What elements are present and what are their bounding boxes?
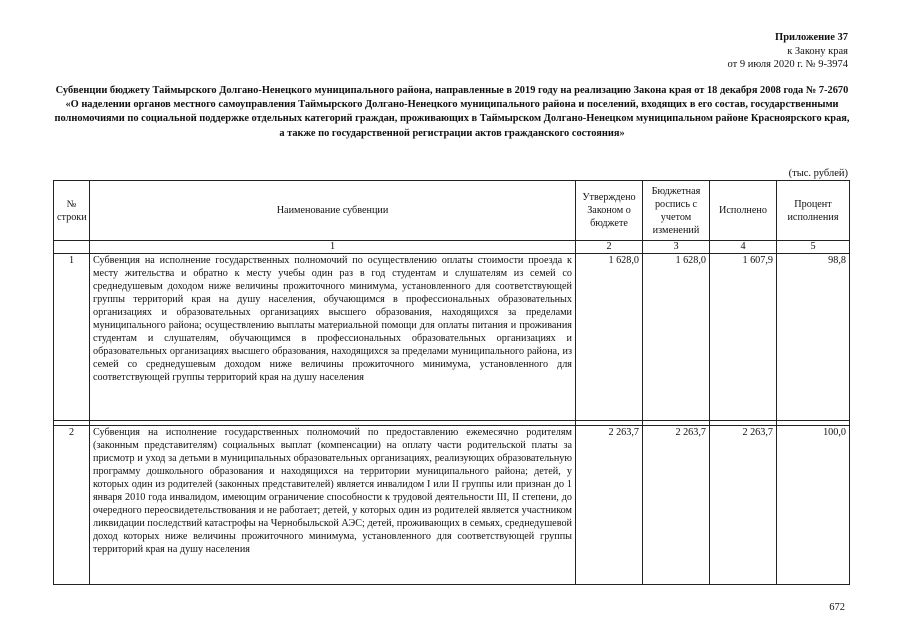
subvention-name: Субвенция на исполнение государственных полномочий по предоставлению ежемесячно родителям (законным представителям) социальных выплат (компенсации) на оплату части родительской платы за присмотр и уход за детьми в муниципальных образовательных организациях, реализующих образовательную программу дошкольного образования и находящихся на территории муниципального района; детей, у которых один из родителей (законных представителей) является инвалидом I или II группы или признан до 1 января 2010 года инвалидом, имеющим ограничение способности к трудовой деятельности III, II степени, до очередного переосвидетельствования и не работает; детей, у которых один из родителей является участником ликвидации последствий катастрофы на Чернобыльской АЭС; детей, проживающих в семьях, среднедушевой доход которых ниже величины прожиточного минимума, установленного для соответствующей группы территорий края на душу населения [90,426,576,585]
header-name: Наименование субвенции [90,181,576,241]
column-number: 3 [643,241,710,254]
percent-value: 100,0 [777,426,850,585]
appendix-law-ref: к Закону края [787,45,848,57]
budget-list-value: 1 628,0 [643,254,710,421]
subvention-name: Субвенция на исполнение государственных полномочий по осуществлению оплаты стоимости проезда к месту жительства и обратно к месту учебы один раз в год студентам и слушателям из семей со среднедушевым доходом ниже величины прожиточного минимума, установленного для соответствующей группы территорий края на душу населения, обучающимся в профессиональных образовательных организациях и образовательных организациях высшего образования, находящихся за пределами муниципального района; осуществлению выплаты материальной помощи для оплаты питания и проживания студентам и слушателям, обучающимся в профессиональных образовательных организациях и образовательных организациях высшего образования, находящихся за пределами муниципального района, из семей со среднедушевым доходом ниже величины прожиточного минимума, установленного для соответствующей группы территорий края на душу населения [90,254,576,421]
column-numbers-row [54,241,850,254]
row-number: 1 [54,254,90,421]
approved-value: 2 263,7 [576,426,643,585]
appendix-law-date: от 9 июля 2020 г. № 9-3974 [727,59,848,70]
executed-value: 1 607,9 [710,254,777,421]
table-row [54,254,850,421]
header-executed: Исполнено [710,181,777,241]
column-number-empty [54,241,90,254]
column-number: 5 [777,241,850,254]
column-number: 2 [576,241,643,254]
column-number: 1 [90,241,576,254]
table-row [54,426,850,585]
header-budget-list: Бюджетная роспись с учетом изменений [643,181,710,241]
percent-value: 98,8 [777,254,850,421]
page-number: 672 [829,602,845,613]
header-percent: Процент исполнения [777,181,850,241]
header-row-no: № строки [54,181,90,241]
approved-value: 1 628,0 [576,254,643,421]
header-approved: Утверждено Законом о бюджете [576,181,643,241]
row-number: 2 [54,426,90,585]
budget-list-value: 2 263,7 [643,426,710,585]
units-label: (тыс. рублей) [788,168,848,179]
executed-value: 2 263,7 [710,426,777,585]
table-header-row [54,181,850,241]
appendix-number: Приложение 37 [775,32,848,43]
subventions-table [53,180,850,585]
column-number: 4 [710,241,777,254]
document-title: Субвенции бюджету Таймырского Долгано-Ненецкого муниципального района, направленные в 2019 году на реализацию Закона края от 18 декабря 2008 года № 7-2670 «О наделении органов местного самоуправления Таймырского Долгано-Ненецкого муниципального района и поселений, входящих в его состав, государственными полномочиями по социальной поддержке отдельных категорий граждан, проживающих в Таймырском Долгано-Ненецком муниципальном районе Красноярского края, а также по государственной регистрации актов гражданского состояния» [54,85,850,139]
appendix-header [548,31,848,72]
